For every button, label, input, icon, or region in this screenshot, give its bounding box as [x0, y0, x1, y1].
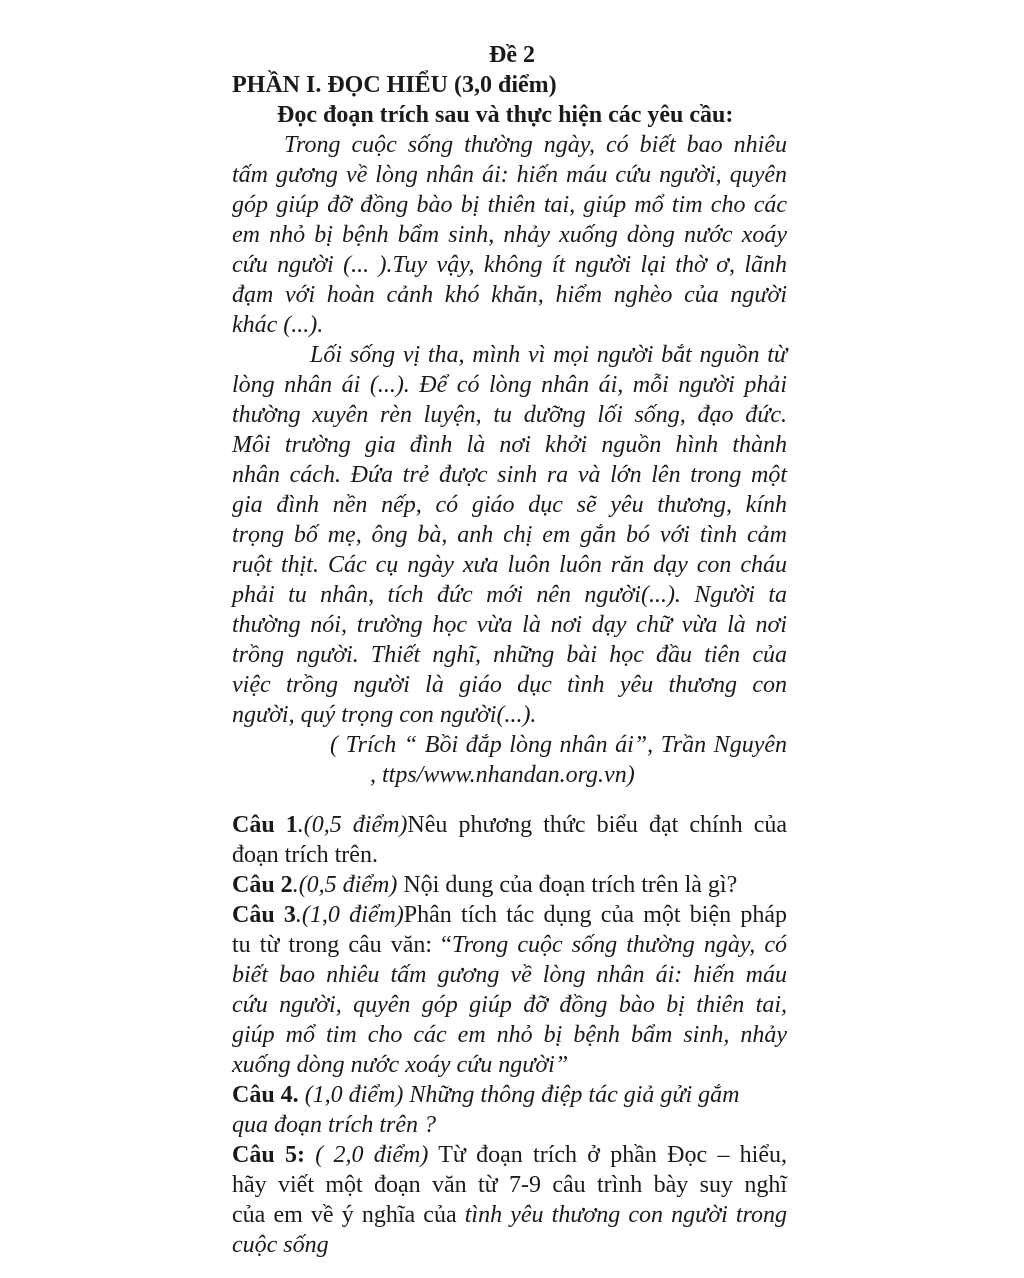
passage-line: Lối sống vị tha, mình vì mọi người bắt nguồn từ [310, 342, 787, 368]
passage-line: Trong cuộc sống thường ngày, có biết bao nhiêu [284, 132, 787, 158]
question-3-quote-line: giúp mổ tim cho các em nhỏ bị bệnh bẩm sinh, nhảy [232, 1022, 787, 1048]
passage-line: góp giúp đỡ đồng bào bị thiên tai, giúp mổ tim cho các [232, 192, 787, 218]
passage-line: việc trồng người là giáo dục tình yêu thương con [232, 672, 787, 698]
question-5-score: ( 2,0 điểm) [304, 1142, 429, 1168]
question-2-score: .(0,5 điểm) [292, 872, 398, 898]
instruction-text: Đọc đoạn trích sau và thực hiện các yêu cầu: [277, 102, 734, 128]
question-5-text-line: hãy viết một đoạn văn từ 7-9 câu trình bày suy nghĩ [232, 1172, 787, 1198]
question-3 [232, 900, 787, 930]
question-2 [232, 870, 737, 900]
section-heading: PHẦN I. ĐỌC HIỂU (3,0 điểm) [232, 72, 557, 98]
question-2-text: Nội dung của đoạn trích trên là gì? [397, 872, 738, 898]
question-5-text: Từ đoạn trích ở phần Đọc – hiểu, [428, 1142, 788, 1168]
passage-line: phải tu nhân, tích đức mới nên người(...). Người ta [232, 582, 787, 608]
question-1-text-cont: đoạn trích trên. [232, 842, 378, 868]
question-4 [232, 1080, 740, 1110]
passage-line: thường xuyên rèn luyện, tu dưỡng lối sống, đạo đức. [232, 402, 787, 428]
question-5-text-plain: của em về ý nghĩa của [232, 1202, 465, 1228]
passage-source: ( Trích “ Bồi đắp lòng nhân ái”, Trần Nguyên [330, 732, 787, 758]
question-5 [232, 1140, 787, 1170]
question-3-quote-line: xuống dòng nước xoáy cứu người” [232, 1052, 569, 1078]
passage-line: Môi trường gia đình là nơi khởi nguồn hình thành [232, 432, 787, 458]
question-1-score: .(0,5 điểm) [297, 812, 408, 838]
question-3-intro: tu từ trong câu văn: “ [232, 932, 452, 958]
question-3-quote: Trong cuộc sống thường ngày, có [451, 932, 788, 958]
question-3-label: Câu 3 [232, 902, 296, 928]
question-5-text-line [232, 1200, 787, 1230]
question-3-score: .(1,0 điểm) [295, 902, 404, 928]
question-3-quote-line: cứu người, quyên góp giúp đỡ đồng bào bị thiên tai, [232, 992, 787, 1018]
question-3-quote-line: biết bao nhiêu tấm gương về lòng nhân ái: hiến máu [232, 962, 787, 988]
question-5-text-italic: tình yêu thương con người trong [464, 1202, 787, 1228]
question-4-label: Câu 4. [232, 1082, 299, 1108]
question-5-text-end: cuộc sống [232, 1232, 329, 1258]
passage-line: thường nói, trường học vừa là nơi dạy chữ vừa là nơi [232, 612, 787, 638]
passage-line: trồng người. Thiết nghĩ, những bài học đầu tiên của [232, 642, 787, 668]
passage-line: lòng nhân ái (...). Để có lòng nhân ái, mỗi người phải [232, 372, 787, 398]
passage-line: gia đình nền nếp, có giáo dục sẽ yêu thương, kính [232, 492, 787, 518]
passage-source-url: , ttps/www.nhandan.org.vn) [370, 762, 635, 788]
passage-line: khác (...). [232, 312, 324, 338]
question-2-label: Câu 2 [232, 872, 293, 898]
passage-line: nhân cách. Đứa trẻ được sinh ra và lớn lên trong một [232, 462, 787, 488]
passage-line: ruột thịt. Các cụ ngày xưa luôn luôn răn dạy con cháu [232, 552, 787, 578]
question-1-label: Câu 1 [232, 812, 298, 838]
question-3-text: Phân tích tác dụng của một biện pháp [403, 902, 787, 928]
question-3-text-line [232, 930, 787, 960]
passage-line: trọng bố mẹ, ông bà, anh chị em gắn bó với tình cảm [232, 522, 787, 548]
passage-line: đạm với hoàn cảnh khó khăn, hiểm nghèo của người [232, 282, 787, 308]
question-5-label: Câu 5: [232, 1142, 305, 1168]
question-4-text: (1,0 điểm) Những thông điệp tác giả gửi gắm [298, 1082, 740, 1108]
question-1-text: Nêu phương thức biểu đạt chính của [407, 812, 787, 838]
passage-line: người, quý trọng con người(...). [232, 702, 537, 728]
passage-line: cứu người (... ).Tuy vậy, không ít người lại thờ ơ, lãnh [232, 252, 787, 278]
exam-title: Đề 2 [489, 42, 535, 68]
passage-line: em nhỏ bị bệnh bẩm sinh, nhảy xuống dòng nước xoáy [232, 222, 787, 248]
question-4-text-cont: qua đoạn trích trên ? [232, 1112, 436, 1138]
passage-line: tấm gương về lòng nhân ái: hiến máu cứu người, quyên [232, 162, 787, 188]
question-1 [232, 810, 787, 840]
